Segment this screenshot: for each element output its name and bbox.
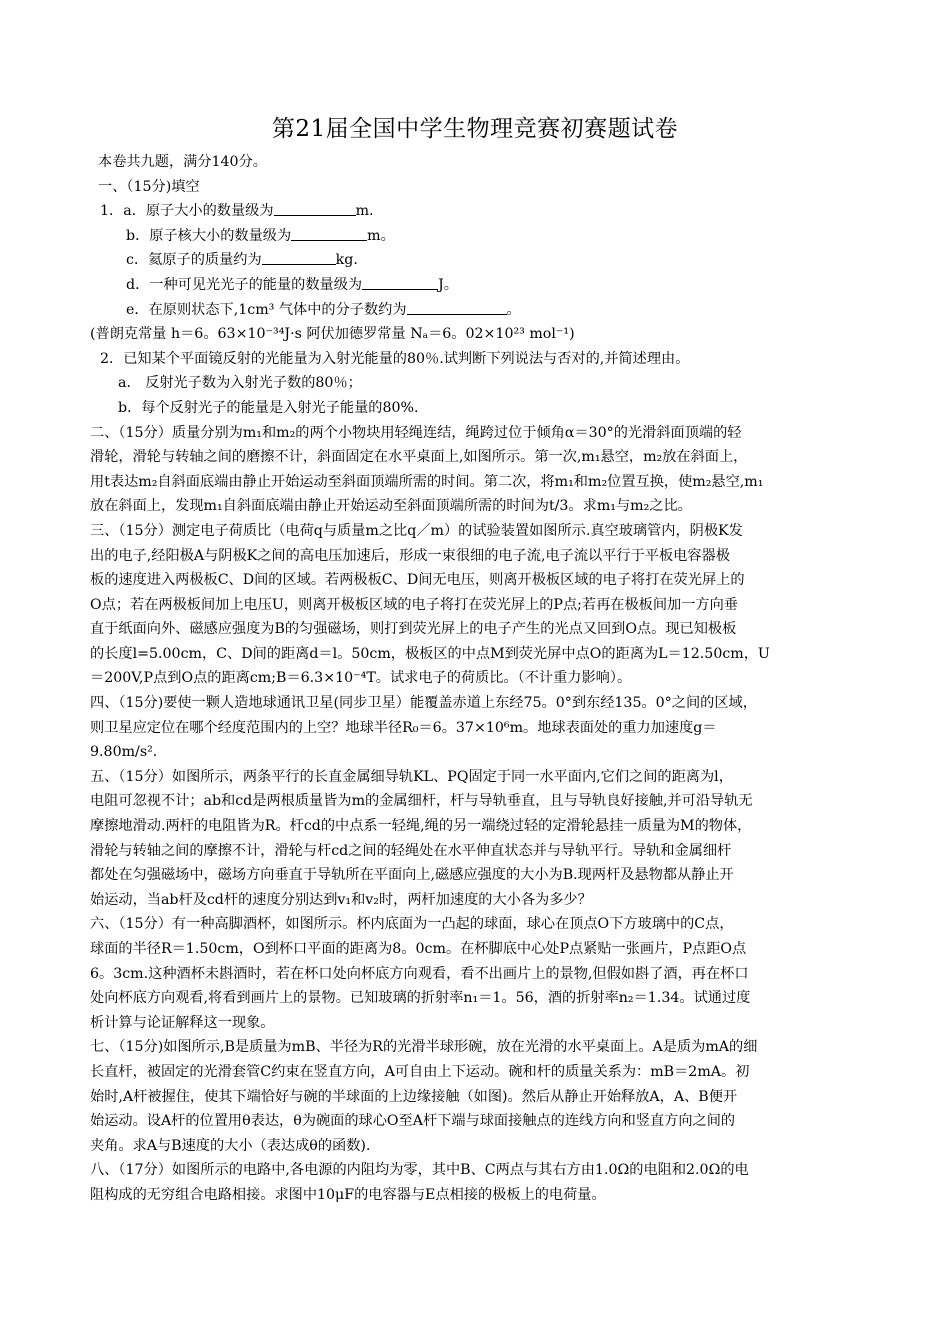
paragraph-line: 八、（17分）如图所示的电路中,各电源的内阻均为零，其中B、C两点与其右方由1.0Ω的电阻和2.0Ω的电 <box>90 1162 749 1179</box>
question-5 <box>90 765 860 913</box>
paragraph-line: 长直杆，被固定的光滑套管C约束在竖直方向，A可自由上下运动。碗和杆的质量关系为：mB＝2mA。初 <box>90 1063 750 1080</box>
q1-part2-b: b．每个反射光子的能量是入射光子能量的80%. <box>118 399 419 416</box>
paragraph-line: 阻构成的无穷组合电路相接。求图中10μF的电容器与E点相接的极板上的电荷量。 <box>90 1186 606 1203</box>
paragraph-line: 五、（15分）如图所示，两条平行的长直金属细导轨KL、PQ固定于同一水平面内,它们之间的距离为l， <box>90 768 733 785</box>
answer-blank <box>291 226 367 241</box>
paragraph-line: 出的电子,经阳极A与阴极K之间的高电压加速后，形成一束很细的电子流,电子流以平行于平板电容器极 <box>90 547 730 564</box>
q1-item-d: d．一种可见光光子的能量的数量级为 J。 <box>126 276 458 293</box>
paragraph-line: 夹角。求A与B速度的大小（表达成θ的函数). <box>90 1137 371 1154</box>
paragraph-line: 用t表达m₂自斜面底端由静止开始运动至斜面顶端所需的时间。第二次，将m₁和m₂位置互换，使m₂悬空,m₁ <box>90 473 764 490</box>
question-7 <box>90 1035 860 1158</box>
q1-item-c: c．氦原子的质量约为 kg. <box>126 252 358 269</box>
paragraph-line: 摩擦地滑动.两杆的电阻皆为R。杆cd的中点系一轻绳,绳的另一端绕过轻的定滑轮悬挂一质量为M的物体， <box>90 818 752 835</box>
paragraph-line: 滑轮，滑轮与转轴之间的磨擦不计，斜面固定在水平桌面上,如图所示。第一次,m₁悬空，m₂放在斜面上， <box>90 449 748 466</box>
q1-constants: (普朗克常量 h＝6。63×10⁻³⁴J·s 阿伏加德罗常量 Nₐ＝6。02×10²³ mol⁻¹) <box>90 326 575 343</box>
answer-blank <box>262 250 336 265</box>
question-2 <box>90 421 860 519</box>
question-3 <box>90 519 860 691</box>
paragraph-line: 9.80m/s². <box>90 744 158 761</box>
paragraph-line: 七、（15分)如图所示,B是质量为mB、半径为R的光滑半球形碗，放在光滑的水平桌面上。A是质为mA的细 <box>90 1039 758 1056</box>
answer-blank <box>274 201 356 216</box>
paragraph-line: 的长度l=5.00cm，C、D间的距离d＝l。50cm，极板区的中点M到荧光屏中点O的距离为L＝12.50cm，U <box>90 645 770 662</box>
paragraph-line: 电阻可忽视不计；ab和cd是两根质量皆为m的金属细杆，杆与导轨垂直，且与导轨良好接触,并可沿导轨无 <box>90 793 753 810</box>
intro: 本卷共九题，满分140分。 <box>98 154 267 170</box>
question-4 <box>90 691 860 765</box>
q1-item-b: b．原子核大小的数量级为 m。 <box>126 227 395 244</box>
paragraph-line: 6。3cm.这种酒杯未斟酒时，若在杯口处向杯底方向观看，看不出画片上的景物,但假如斟了酒，再在杯口 <box>90 965 749 982</box>
paragraph-line: 始运动，当ab杆及cd杆的速度分别达到v₁和v₂时，两杆加速度的大小各为多少？ <box>90 891 592 908</box>
paragraph-line: O点；若在两极板间加上电压U，则离开极板区域的电子将打在荧光屏上的P点;若再在极板间加一方向垂 <box>90 596 738 613</box>
paragraph-line: 六、（15分）有一种高脚酒杯，如图所示。杯内底面为一凸起的球面，球心在顶点O下方玻璃中的C点， <box>90 916 734 933</box>
paragraph-line: 球面的半径R＝1.50cm，O到杯口平面的距离为8。0cm。在杯脚底中心处P点紧贴一张画片，P点距O点 <box>90 941 747 957</box>
paragraph-line: 板的速度进入两极板C、D间的区域。若两极板C、D间无电压，则离开极板区域的电子将打在荧光屏上的 <box>90 572 745 589</box>
paragraph-line: 滑轮与转轴之间的摩擦不计，滑轮与杆cd之间的轻绳处在水平伸直状态并与导轨平行。导轨和金属细杆 <box>90 842 732 859</box>
paragraph-line: 都处在匀强磁场中，磁场方向垂直于导轨所在平面向上,磁感应强度的大小为B.现两杆及悬物都从静止开 <box>90 867 734 884</box>
paragraph-line: 三、（15分）测定电子荷质比（电荷q与质量m之比q／m）的试验装置如图所示.真空玻璃管内，阴极K发 <box>90 522 743 539</box>
paragraph-line: 析计算与论证解释这一现象。 <box>90 1014 275 1031</box>
answer-blank <box>407 300 507 315</box>
question-6 <box>90 912 860 1035</box>
paragraph-line: 处向杯底方向观看,将看到画片上的景物。已知玻璃的折射率n₁＝1。56，酒的折射率n₂＝1.34。试通过度 <box>90 990 751 1007</box>
q1-part2-a: a． 反射光子数为入射光子数的80％； <box>118 375 362 392</box>
paragraph-line: 始时,A杆被握住，使其下端恰好与碗的半球面的上边缘接触（如图)。然后从静止开始释放A，A、B便开 <box>90 1088 738 1105</box>
paragraph-line: 二、（15分）质量分别为m₁和m₂的两个小物块用轻绳连结，绳跨过位于倾角α＝30°的光滑斜面顶端的轻 <box>90 424 742 441</box>
paragraph-line: ＝200V,P点到O点的距离cm;B＝6.3×10⁻⁴T。试求电子的荷质比。（不计重力影响）。 <box>90 670 632 687</box>
q1-item-a: 1．a．原子大小的数量级为 m. <box>100 203 374 220</box>
paragraph-line: 始运动。设A杆的位置用θ表达，θ为碗面的球心O至A杆下端与球面接触点的连线方向和竖直方向之间的 <box>90 1113 736 1130</box>
q1-header: 一、（15分)填空 <box>98 178 200 195</box>
page-title: 第21届全国中学生物理竞赛初赛题试卷 <box>271 116 679 142</box>
q1-part2: 2．已知某个平面镜反射的光能量为入射光能量的80％.试判断下列说法与否对的,并简述理由。 <box>100 350 690 367</box>
document-body <box>90 150 860 1208</box>
paragraph-line: 四、（15分)要使一颗人造地球通讯卫星(同步卫星）能覆盖赤道上东经75。0°到东经135。0°之间的区域， <box>90 695 757 712</box>
answer-blank <box>362 275 438 290</box>
paragraph-line: 放在斜面上，发现m₁自斜面底端由静止开始运动至斜面顶端所需的时间为t/3。求m₁与m₂之比。 <box>90 498 692 515</box>
q1-item-e: e．在原则状态下,1cm³ 气体中的分子数约为 。 <box>126 301 521 318</box>
paragraph-line: 直于纸面向外、磁感应强度为B的匀强磁场，则打到荧光屏上的电子产生的光点又回到O点。现已知极板 <box>90 621 737 638</box>
paragraph-line: 则卫星应定位在哪个经度范围内的上空？地球半径R₀＝6。37×10⁶m。地球表面处的重力加速度g＝ <box>90 719 717 736</box>
question-8 <box>90 1158 860 1207</box>
